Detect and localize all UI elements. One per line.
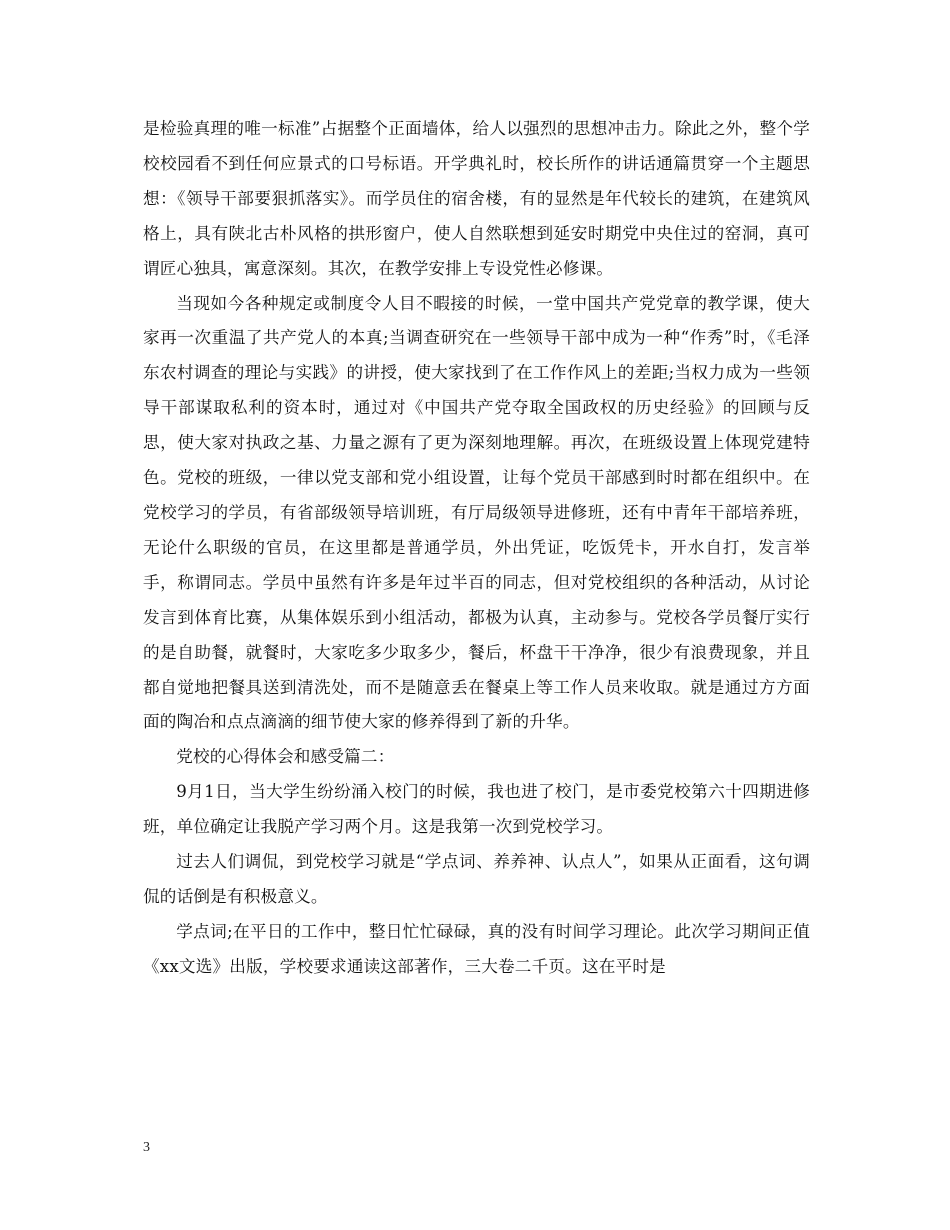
paragraph-3: 9月1日，当大学生纷纷涌入校门的时候，我也进了校门，是市委党校第六十四期进修班，单位确定让我脱产学习两个月。这是我第一次到党校学习。 <box>143 782 810 837</box>
document-body <box>143 112 810 985</box>
paragraph-2: 当现如今各种规定或制度令人目不暇接的时候，一堂中国共产党党章的教学课，使大家再一次重温了共产党人的本真;当调查研究在一些领导干部中成为一种“作秀”时，《毛泽东农村调查的理论与实践》的讲授，使大家找到了在工作作风上的差距;当权力成为一些领导干部谋取私利的资本时，通过对《中国共产党夺取全国政权的历史经验》的回顾与反思，使大家对执政之基、力量之源有了更为深刻地理解。再次，在班级设置上体现党建特色。党校的班级，一律以党支部和党小组设置，让每个党员干部感到时时都在组织中。在党校学习的学员，有省部级领导培训班，有厅局级领导进修班，还有中青年干部培养班，无论什么职级的官员，在这里都是普通学员，外出凭证，吃饭凭卡，开水自打，发言举手，称谓同志。学员中虽然有许多是年过半百的同志，但对党校组织的各种活动，从讨论发言到体育比赛，从集体娱乐到小组活动，都极为认真，主动参与。党校各学员餐厅实行的是自助餐，就餐时，大家吃多少取多少，餐后，杯盘干干净净，很少有浪费现象，并且都自觉地把餐具送到清洗处，而不是随意丢在餐桌上等工作人员来收取。就是通过方方面面的陶冶和点点滴滴的细节使大家的修养得到了新的升华。 <box>143 293 810 732</box>
page-number: 3 <box>143 1140 150 1155</box>
paragraph-1: 是检验真理的唯一标准”占据整个正面墙体，给人以强烈的思想冲击力。除此之外，整个学校校园看不到任何应景式的口号标语。开学典礼时，校长所作的讲话通篇贯穿一个主题思想：《领导干部要狠抓落实》。而学员住的宿舍楼，有的显然是年代较长的建筑，在建筑风格上，具有陕北古朴风格的拱形窗户，使人自然联想到延安时期党中央住过的窑洞，真可谓匠心独具，寓意深刻。其次，在教学安排上专设党性必修课。 <box>143 119 810 278</box>
paragraph-5: 学点词;在平日的工作中，整日忙忙碌碌，真的没有时间学习理论。此次学习期间正值《xx文选》出版，学校要求通读这部著作，三大卷二千页。这在平时是 <box>143 921 810 976</box>
section-heading: 党校的心得体会和感受篇二： <box>176 747 395 767</box>
paragraph-4: 过去人们调侃，到党校学习就是“学点词、养养神、认点人”，如果从正面看，这句调侃的话倒是有积极意义。 <box>143 852 810 906</box>
